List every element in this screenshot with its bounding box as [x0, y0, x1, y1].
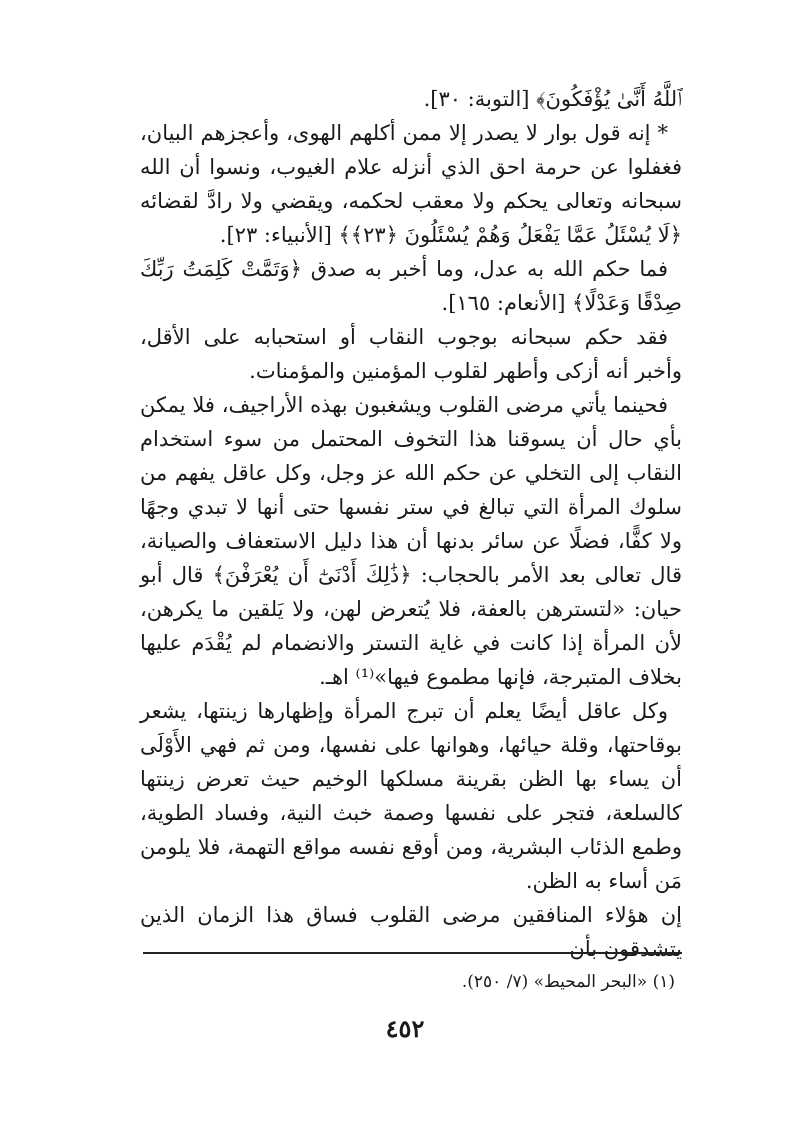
footnote-divider — [143, 952, 682, 954]
paragraph-4: فقد حكم سبحانه بوجوب النقاب أو استحبابه على الأقل، وأخبر أنه أزكى وأطهر لقلوب المؤمنين والمؤمنات. — [140, 325, 682, 383]
paragraph-3: فما حكم الله به عدل، وما أخبر به صدق ﴿وَتَمَّتْ كَلِمَتُ رَبِّكَ صِدْقًا وَعَدْلًا﴾ [الأنعام: ١٦٥]. — [140, 257, 682, 315]
paragraph-5: فحينما يأتي مرضى القلوب ويشغبون بهذه الأراجيف، فلا يمكن بأي حال أن يسوقنا هذا التخوف المحتمل من سوء استخدام النقاب إلى التخلي عن حكم الله عز وجل، وكل عاقل يفهم من سلوك المرأة التي تبالغ في ستر نفسها حتى أنها لا تبدي وجهًا ولا كفًّا، فضلًا عن سائر بدنها أن هذا دليل الاستعفاف والصيانة، قال تعالى بعد الأمر بالحجاب: ﴿ذَٰلِكَ أَدْنَىٰٓ أَن يُعْرَفْنَ﴾ قال أبو حيان: «لتسترهن بالعفة، فلا يُتعرض لهن، ولا يَلقين ما يكرهن، لأن المرأة إذا كانت في غاية التستر والانضمام لم يُقْدَم عليها بخلاف المتبرجة، فإنها مطموع فيها»⁽¹⁾ اهـ. — [140, 393, 682, 689]
paragraph-2: * إنه قول بوار لا يصدر إلا ممن أكلهم الهوى، وأعجزهم البيان، فغفلوا عن حرمة احق الذي أنزله علام الغيوب، ونسوا أن الله سبحانه وتعالى يحكم ولا معقب لحكمه، ويقضي ولا رادَّ لقضائه ﴿لَا يُسْئَلُ عَمَّا يَفْعَلُ وَهُمْ يُسْئَلُونَ ﴿٢٣﴾﴾ [الأنبياء: ٢٣]. — [140, 121, 682, 247]
main-text — [140, 82, 682, 966]
footnote: (١) «البحر المحيط» (٧/ ٢٥٠). — [461, 972, 675, 992]
paragraph-7: إن هؤلاء المنافقين مرضى القلوب فساق هذا الزمان الذين يتشدقون بأن — [140, 903, 682, 961]
page-number: ٤٥٢ — [385, 1014, 425, 1043]
paragraph-6: وكل عاقل أيضًا يعلم أن تبرج المرأة وإظهارها زينتها، يشعر بوقاحتها، وقلة حيائها، وهوانها على نفسها، ومن ثم فهي الأَوْلَى أن يساء بها الظن بقرينة مسلكها الوخيم حيث تعرض زينتها كالسلعة، فتجر على نفسها وصمة خبث النية، وفساد الطوية، وطمع الذئاب البشرية، ومن أوقع نفسه مواقع التهمة، فلا يلومن مَن أساء به الظن. — [140, 699, 682, 893]
paragraph-1: ﭐﻟﻠَّﻪُ أَنَّىٰ يُؤْفَكُونَ﴾ [التوبة: ٣٠]. — [423, 87, 682, 111]
